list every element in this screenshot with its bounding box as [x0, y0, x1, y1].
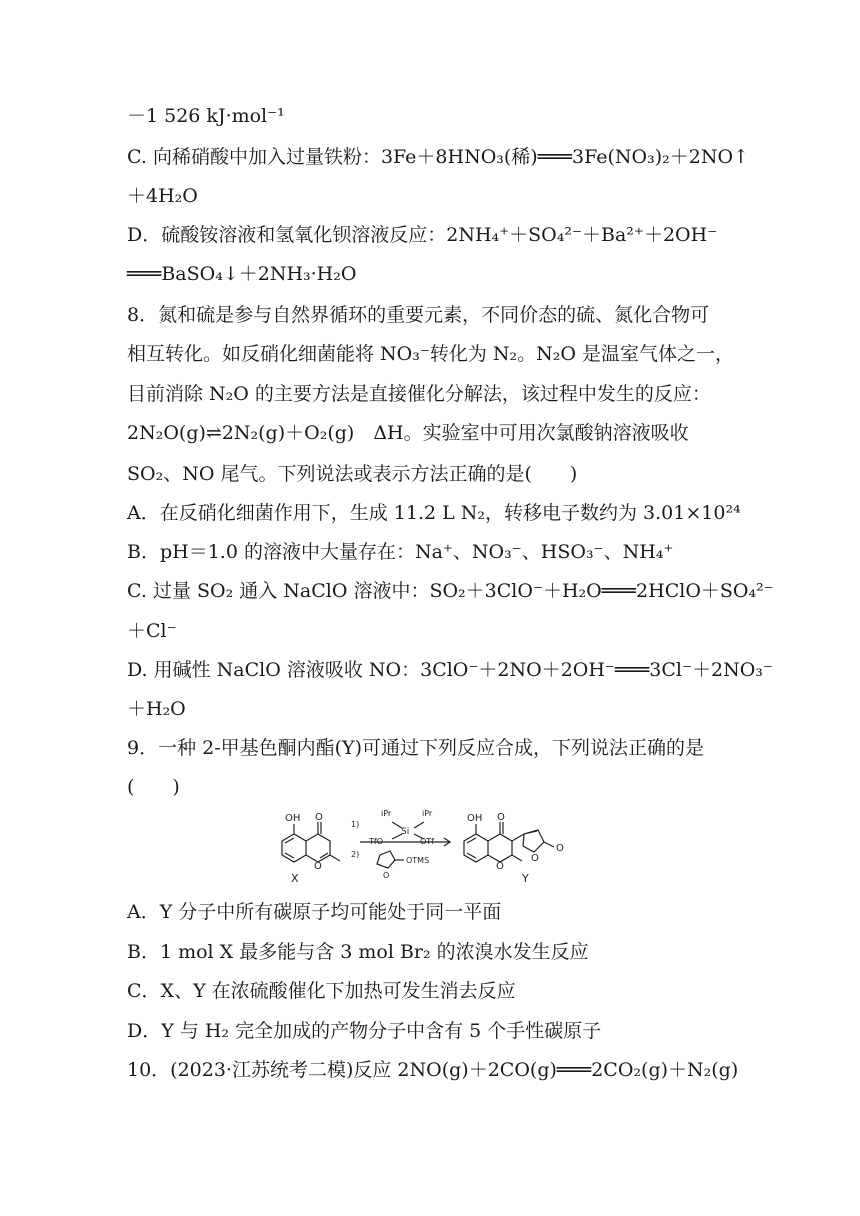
- question-10-text: 10．(2023·江苏统考二模)反应 2NO(g)＋2CO(g)═══2CO₂(g)＋N₂(g): [127, 1059, 739, 1081]
- reaction-scheme-figure: [262, 800, 602, 892]
- text-line: 2N₂O(g)⇌2N₂(g)＋O₂(g) ΔH。实验室中可用次氯酸钠溶液吸收: [127, 422, 689, 444]
- oh-label-y: OH: [467, 813, 483, 824]
- ipr-label: iPr: [422, 809, 433, 818]
- option-c: C．X、Y 在浓硫酸催化下加热可发生消去反应: [127, 980, 516, 1002]
- text-line: －1 526 kJ·mol⁻¹: [127, 105, 285, 127]
- otms-label: OTMS: [406, 856, 430, 865]
- option-b: B．1 mol X 最多能与含 3 mol Br₂ 的浓溴水发生反应: [127, 941, 589, 963]
- text-line: 目前消除 N₂O 的主要方法是直接催化分解法，该过程中发生的反应：: [127, 383, 711, 405]
- o-label: O: [496, 861, 504, 872]
- o-label: O: [315, 812, 323, 823]
- text-line: ＋Cl⁻: [127, 620, 177, 642]
- question-8-text: 8．氮和硫是参与自然界循环的重要元素，不同价态的硫、氮化合物可: [127, 304, 710, 326]
- o-label: O: [531, 853, 539, 864]
- text-line: C. 向稀硝酸中加入过量铁粉：3Fe＋8HNO₃(稀)═══3Fe(NO₃)₂＋2NO↑: [127, 146, 749, 168]
- option-b: B．pH＝1.0 的溶液中大量存在：Na⁺、NO₃⁻、HSO₃⁻、NH₄⁺: [127, 541, 674, 563]
- option-d: D．Y 与 H₂ 完全加成的产物分子中含有 5 个手性碳原子: [127, 1020, 602, 1042]
- ipr-label: iPr: [381, 809, 392, 818]
- otf-label: OTf: [420, 837, 434, 846]
- o-label: O: [556, 843, 564, 854]
- text-line: SO₂、NO 尾气。下列说法或表示方法正确的是( ): [127, 463, 578, 485]
- text-line: ＋4H₂O: [127, 185, 198, 207]
- answer-blank: ( ): [127, 776, 180, 798]
- compound-y-label: Y: [522, 872, 529, 885]
- question-9-text: 9．一种 2-甲基色酮内酯(Y)可通过下列反应合成，下列说法正确的是: [127, 737, 705, 759]
- o-label: O: [497, 812, 505, 823]
- tfo-label: TfO: [369, 837, 383, 846]
- option-a: A．在反硝化细菌作用下，生成 11.2 L N₂，转移电子数约为 3.01×10²⁴: [127, 502, 741, 524]
- o-label: O: [314, 861, 322, 872]
- si-label: Si: [401, 827, 410, 837]
- compound-x-label: X: [291, 872, 299, 885]
- text-line: D．硫酸铵溶液和氢氧化钡溶液反应：2NH₄⁺＋SO₄²⁻＋Ba²⁺＋2OH⁻: [127, 224, 718, 246]
- text-line: 相互转化。如反硝化细菌能将 NO₃⁻转化为 N₂。N₂O 是温室气体之一，: [127, 343, 735, 365]
- oh-label-x: OH: [285, 813, 301, 824]
- furan-o-label: O: [383, 871, 390, 880]
- text-line: ＋H₂O: [127, 698, 186, 720]
- option-c: C. 过量 SO₂ 通入 NaClO 溶液中：SO₂＋3ClO⁻＋H₂O═══2HClO＋SO₄²⁻: [127, 580, 774, 602]
- step-1-label: 1): [351, 820, 360, 829]
- option-a: A．Y 分子中所有碳原子均可能处于同一平面: [127, 901, 502, 923]
- text-line: ═══BaSO₄↓＋2NH₃·H₂O: [127, 263, 357, 285]
- option-d: D. 用碱性 NaClO 溶液吸收 NO：3ClO⁻＋2NO＋2OH⁻═══3Cl⁻＋2NO₃⁻: [127, 659, 773, 681]
- step-2-label: 2): [351, 850, 360, 859]
